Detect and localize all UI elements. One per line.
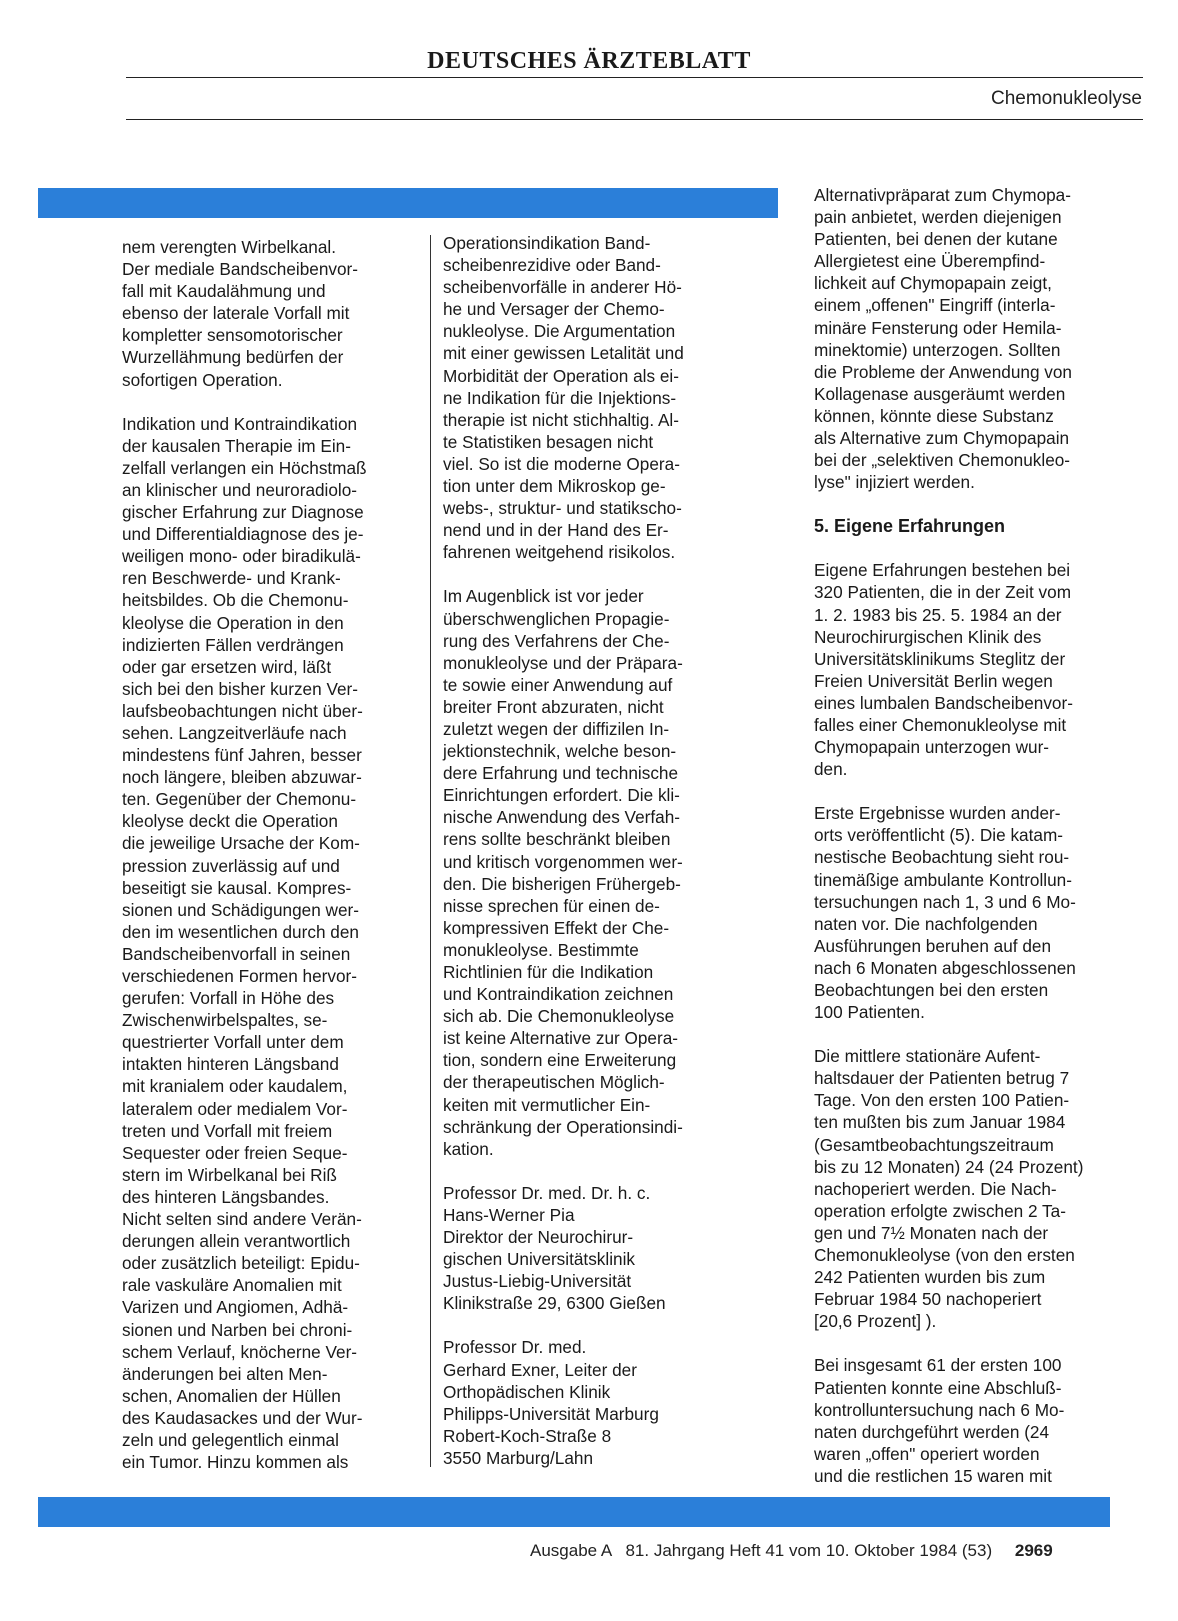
section-heading: 5. Eigene Erfahrungen	[814, 516, 1006, 537]
paragraph: nem verengten Wirbelkanal. Der mediale Bandscheibenvor- fall mit Kaudalähmung und ebenso der laterale Vorfall mit kompletter sensomotorischer Wurzellähmung bedürfen der sofortigen Operation.	[122, 237, 358, 390]
masthead: DEUTSCHES ÄRZTEBLATT	[427, 48, 751, 74]
column-3	[814, 184, 1140, 1509]
page-footer	[530, 1541, 1053, 1561]
author-address-1: Professor Dr. med. Dr. h. c. Hans-Werner Pia Direktor der Neurochirur- gischen Universitätsklinik Justus-Liebig-Universität Klinikstraße 29, 6300 Gießen	[443, 1182, 666, 1314]
paragraph: Erste Ergebnisse wurden ander- orts veröffentlicht (5). Die katam- nestische Beobachtung sieht rou- tinemäßige ambulante Kontrollun- tersuchungen nach 1, 3 und 6 Mo- naten vor. Die nachfolgenden Ausführungen beruhen auf den nach 6 Monaten abgeschlossenen Beobachtungen bei den ersten 100 Patienten.	[814, 803, 1076, 1023]
section-label: Chemonukleolyse	[990, 88, 1142, 109]
paragraph: Bei insgesamt 61 der ersten 100 Patienten konnte eine Abschluß- kontrolluntersuchung nach 6 Mo- naten durchgeführt werden (24 waren „offen" operiert worden und die restlichen 15 waren mit	[814, 1355, 1065, 1486]
paragraph: Die mittlere stationäre Aufent- haltsdauer der Patienten betrug 7 Tage. Von den ersten 100 Patien- ten mußten bis zum Januar 1984 (Gesamtbeobachtungszeitraum bis zu 12 Monaten) 24 (24 Prozent) nachoperiert werden. Die Nach- operation erfolgte zwischen 2 Ta- gen und 7½ Monaten nach der Chemonukleolyse (von den ersten 242 Patienten wurden bis zum Februar 1984 50 nachoperiert [20,6 Prozent] ).	[814, 1046, 1084, 1332]
page-number: 2969	[1014, 1541, 1053, 1560]
paragraph: Operationsindikation Band- scheibenrezidive oder Band- scheibenvorfälle in anderer Hö- he und Versager der Chemo- nukleolyse. Die Argumentation mit einer gewissen Letalität und Morbidität der Operation als ei- ne Indikation für die Injektions- therapie ist nicht stichhaltig. Al- te Statistiken besagen nicht viel. So ist die moderne Opera- tion unter dem Mikroskop ge- webs-, struktur- und statikscho- nend und in der Hand des Er- fahrenen weitgehend risikolos.	[443, 233, 684, 563]
paragraph: Eigene Erfahrungen bestehen bei 320 Patienten, die in der Zeit vom 1. 2. 1983 bis 25. 5. 1984 an der Neurochirurgischen Klinik des Universitätsklinikums Steglitz der Freien Universität Berlin wegen eines lumbalen Bandscheibenvor- falles einer Chemonukleolyse mit Chymopapain unterzogen wur- den.	[814, 560, 1073, 780]
column-divider	[430, 235, 431, 1467]
paragraph: Im Augenblick ist vor jeder überschwenglichen Propagie- rung des Verfahrens der Che- monukleolyse und der Präpara- te sowie einer Anwendung auf breiter Front abzuraten, nicht zuletzt wegen der diffizilen In- jektionstechnik, welche beson- dere Erfahrung und technische Einrichtungen erfordert. Die kli- nische Anwendung des Verfah- rens sollte beschränkt bleiben und kritisch vorgenommen wer- den. Die bisherigen Frühergeb- nisse sprechen für einen de- kompressiven Effekt der Che- monukleolyse. Bestimmte Richtlinien für die Indikation und Kontraindikation zeichnen sich ab. Die Chemonukleolyse ist keine Alternative zur Opera- tion, sondern eine Erweiterung der therapeutischen Möglich- keiten mit vermutlicher Ein- schränkung der Operationsindi- kation.	[443, 586, 683, 1159]
header-rule-bottom	[126, 119, 1143, 120]
header-rule-top	[126, 77, 1143, 78]
blue-frame-top	[38, 188, 778, 218]
paragraph: Indikation und Kontraindikation der kausalen Therapie im Ein- zelfall verlangen ein Höchstmaß an klinischer und neuroradiolo- gischer Erfahrung zur Diagnose und Differentialdiagnose des je- weiligen mono- oder biradikulä- ren Beschwerde- und Krank- heitsbildes. Ob die Chemonu- kleolyse die Operation in den indizierten Fällen verdrängen oder gar ersetzen wird, läßt sich bei den bisher kurzen Ver- laufsbeobachtungen nicht über- sehen. Langzeitverläufe nach mindestens fünf Jahren, besser noch längere, bleiben abzuwar- ten. Gegenüber der Chemonu- kleolyse deckt die Operation die jeweilige Ursache der Kom- pression zuverlässig auf und beseitigt sie kausal. Kompres- sionen und Schädigungen wer- den im wesentlichen durch den Bandscheibenvorfall in seinen verschiedenen Formen hervor- gerufen: Vorfall in Höhe des Zwischenwirbelspaltes, se- questrierter Vorfall unter dem intakten hinteren Längsband mit kranialem oder kaudalem, lateralem oder medialem Vor- treten und Vorfall mit freiem Sequester oder freien Seque- stern im Wirbelkanal bei Riß des hinteren Längsbandes. Nicht selten sind andere Verän- derungen allein verantwortlich oder zusätzlich beteiligt: Epidu- rale vaskuläre Anomalien mit Varizen und Angiomen, Adhä- sionen und Narben bei chroni- schem Verlauf, knöcherne Ver- änderungen bei alten Men- schen, Anomalien der Hüllen des Kaudasackes und der Wur- zeln und gelegentlich einmal ein Tumor. Hinzu kommen als	[122, 413, 367, 1473]
issue-info: Ausgabe A 81. Jahrgang Heft 41 vom 10. Oktober 1984 (53)	[530, 1541, 993, 1560]
column-1	[122, 236, 422, 1495]
author-address-2: Professor Dr. med. Gerhard Exner, Leiter der Orthopädischen Klinik Philipps-Universität Marburg Robert-Koch-Straße 8 3550 Marburg/Lahn	[443, 1337, 659, 1468]
column-2	[443, 232, 743, 1491]
paragraph: Alternativpräparat zum Chymopa- pain anbietet, werden diejenigen Patienten, bei denen der kutane Allergietest eine Überempfind- lichkeit auf Chymopapain zeigt, einem „offenen" Eingriff (interla- minäre Fensterung oder Hemila- minektomie) unterzogen. Sollten die Probleme der Anwendung von Kollagenase ausgeräumt werden können, könnte diese Substanz als Alternative zum Chymopapain bei der „selektiven Chemonukleo- lyse" injiziert werden.	[814, 185, 1072, 493]
